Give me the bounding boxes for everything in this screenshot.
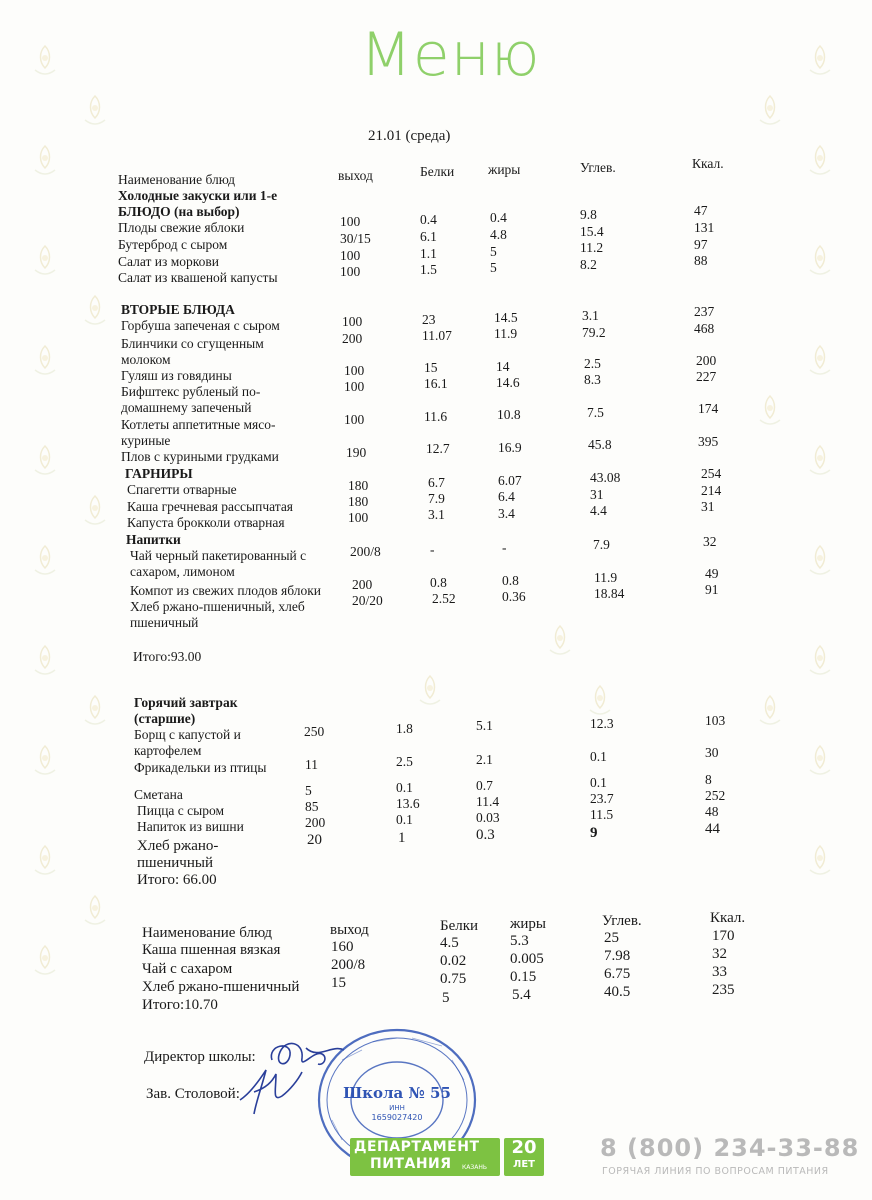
dish-name: Плов с куриными грудками <box>121 449 279 464</box>
dish-fat: 0.7 <box>476 778 493 793</box>
dish-fat: 0.03 <box>476 810 500 825</box>
header-protein-2: Белки <box>440 918 479 934</box>
page-title: Меню <box>360 20 541 90</box>
dish-carb: 3.1 <box>582 308 599 323</box>
section-breakfast-heading: Горячий завтрак <box>134 695 238 710</box>
total-fat: 5.4 <box>512 987 531 1003</box>
dish-name: Салат из квашеной капусты <box>118 270 278 285</box>
dish-out: 100 <box>340 248 361 263</box>
dish-protein: 7.9 <box>428 491 445 506</box>
dish-carb: 6.75 <box>604 966 631 982</box>
dish-fat: 0.36 <box>502 589 526 604</box>
stamp-inn: 1659027420 <box>371 1113 423 1122</box>
dish-fat: 11.4 <box>476 794 500 809</box>
stamp-inn-label: ИНН <box>389 1104 405 1112</box>
dish-carb: 7.98 <box>604 948 631 964</box>
dish-fat: 10.8 <box>497 407 521 422</box>
dish-name: Пицца с сыром <box>137 803 225 818</box>
dish-name: Каша гречневая рассыпчатая <box>127 499 294 514</box>
dish-kcal: 468 <box>694 321 715 336</box>
dish-protein: 13.6 <box>396 796 420 811</box>
dish-protein: 0.8 <box>430 575 447 590</box>
dish-carb: 43.08 <box>590 470 621 485</box>
dish-fat: 0.005 <box>510 951 544 967</box>
dish-protein: 0.4 <box>420 212 437 227</box>
dish-fat: 16.9 <box>498 440 522 455</box>
dish-kcal: 44 <box>705 821 720 837</box>
dish-name: Бифштекс рубленый по- <box>121 384 261 399</box>
header-fat-2: жиры <box>510 916 546 932</box>
dish-out: 30/15 <box>340 231 371 246</box>
dish-out: 11 <box>305 757 318 772</box>
header-kcal-2: Ккал. <box>710 910 746 926</box>
dish-kcal: 395 <box>698 434 719 449</box>
dish-protein: 11.07 <box>422 328 452 343</box>
dish-protein: 1.8 <box>396 721 413 736</box>
section-cold-heading-2: БЛЮДО (на выбор) <box>118 204 240 219</box>
header-kcal: Ккал. <box>692 156 724 171</box>
section-cold-heading: Холодные закуски или 1-е <box>118 188 278 203</box>
dish-kcal: 48 <box>705 804 719 819</box>
dish-kcal: 32 <box>703 534 717 549</box>
dish-name: Борщ с капустой и <box>134 727 241 742</box>
dish-kcal: 254 <box>701 466 722 481</box>
dish-out: 5 <box>305 783 312 798</box>
dish-name: Гуляш из говядины <box>121 368 232 383</box>
header-fat: жиры <box>488 162 521 177</box>
dish-kcal: 131 <box>694 220 715 235</box>
dish-out: 160 <box>331 939 354 955</box>
dish-out: 180 <box>348 494 369 509</box>
total-kcal: 235 <box>712 982 735 998</box>
dish-out: 200 <box>352 577 373 592</box>
dish-fat: 0.3 <box>476 827 495 843</box>
total-snack: Итого:10.70 <box>142 997 218 1013</box>
dish-fat: 0.8 <box>502 573 519 588</box>
dish-kcal: 88 <box>694 253 708 268</box>
dish-carb: 7.5 <box>587 405 604 420</box>
dish-out: 200 <box>305 815 326 830</box>
dish-protein: 15 <box>424 360 438 375</box>
dish-carb: 2.5 <box>584 356 601 371</box>
dish-kcal: 214 <box>701 483 722 498</box>
dish-kcal: 31 <box>701 499 715 514</box>
dish-protein: 1.5 <box>420 262 437 277</box>
dish-carb: 11.2 <box>580 240 604 255</box>
dish-out: 100 <box>340 264 361 279</box>
dish-kcal: 32 <box>712 946 727 962</box>
dish-carb: 25 <box>604 930 619 946</box>
section-drinks-heading: Напитки <box>126 532 181 547</box>
dish-protein: 4.5 <box>440 935 459 951</box>
header-name-2: Наименование блюд <box>142 925 273 941</box>
dish-name-cont: домашнему запеченый <box>121 400 252 415</box>
dish-carb: 45.8 <box>588 437 612 452</box>
dish-out: 180 <box>348 478 369 493</box>
dish-name-cont: молоком <box>121 352 171 367</box>
dish-carb: 7.9 <box>593 537 610 552</box>
dish-kcal: 170 <box>712 928 735 944</box>
section-main-heading: ВТОРЫЕ БЛЮДА <box>121 302 235 317</box>
dish-carb: 15.4 <box>580 224 604 239</box>
dish-fat: 5.3 <box>510 933 529 949</box>
dish-carb: 8.3 <box>584 372 601 387</box>
logo-city: КАЗАНЬ <box>462 1164 487 1171</box>
dish-fat: 0.15 <box>510 969 537 985</box>
dish-out: 20/20 <box>352 593 383 608</box>
dish-kcal: 174 <box>698 401 719 416</box>
dish-name: Напиток из вишни <box>137 819 244 834</box>
dish-kcal: 252 <box>705 788 726 803</box>
header-carb-2: Углев. <box>602 913 642 929</box>
dish-fat: 0.4 <box>490 210 507 225</box>
dish-fat: - <box>502 540 507 555</box>
canteen-label: Зав. Столовой: <box>146 1086 240 1102</box>
dish-protein: 0.1 <box>396 812 413 827</box>
dish-carb: 11.9 <box>594 570 618 585</box>
dish-protein: 1.1 <box>420 246 437 261</box>
logo-line-2: ПИТАНИЯ <box>370 1156 452 1172</box>
dish-name-cont: сахаром, лимоном <box>130 564 235 579</box>
menu-date: 21.01 (среда) <box>368 128 451 144</box>
dish-out: 100 <box>348 510 369 525</box>
dish-carb: 0.1 <box>590 749 607 764</box>
dish-protein: 11.6 <box>424 409 448 424</box>
department-logo <box>350 1138 545 1176</box>
dish-carb: 8.2 <box>580 257 597 272</box>
dish-kcal: 33 <box>712 964 727 980</box>
dish-kcal: 91 <box>705 582 719 597</box>
header-carb: Углев. <box>580 160 616 175</box>
total-lunch: Итого:93.00 <box>133 649 202 664</box>
dish-protein: 0.02 <box>440 953 467 969</box>
dish-name: Хлеб ржано- <box>137 838 219 854</box>
dish-out: 100 <box>342 314 363 329</box>
dish-out: 100 <box>344 379 365 394</box>
section-breakfast-heading-2: (старшие) <box>134 711 196 726</box>
dish-name: Хлеб ржано-пшеничный, хлеб <box>130 599 305 614</box>
dish-name: Блинчики со сгущенным <box>121 336 264 351</box>
dish-fat: 14.6 <box>496 375 520 390</box>
dish-protein: 3.1 <box>428 507 445 522</box>
dish-kcal: 237 <box>694 304 715 319</box>
dish-fat: 5.1 <box>476 718 493 733</box>
director-label: Директор школы: <box>144 1049 256 1065</box>
dish-name: Капуста брокколи отварная <box>127 515 285 530</box>
dish-carb: 11.5 <box>590 807 614 822</box>
logo-badge-num: 20 <box>511 1137 537 1158</box>
dish-name: Чай черный пакетированный с <box>130 548 307 563</box>
dish-name: Фрикадельки из птицы <box>134 760 267 775</box>
dish-name: Сметана <box>134 787 183 802</box>
dish-out: 85 <box>305 799 319 814</box>
dish-fat: 4.8 <box>490 227 507 242</box>
dish-fat: 3.4 <box>498 506 515 521</box>
dish-name: Чай с сахаром <box>142 961 233 977</box>
dish-protein: 2.52 <box>432 591 456 606</box>
header-protein: Белки <box>420 164 455 179</box>
dish-protein: 12.7 <box>426 441 450 456</box>
dish-fat: 5 <box>490 244 497 259</box>
dish-protein: 0.75 <box>440 971 467 987</box>
header-out: выход <box>338 168 373 183</box>
dish-out: 250 <box>304 724 325 739</box>
dish-out: 100 <box>344 363 365 378</box>
dish-protein: 1 <box>398 830 406 846</box>
dish-name-cont: куриные <box>121 433 171 448</box>
hotline-phone: 8 (800) 234-33-88 <box>600 1134 860 1162</box>
dish-carb: 23.7 <box>590 791 614 806</box>
dish-out: 200/8 <box>350 544 381 559</box>
dish-name: Хлеб ржано-пшеничный <box>142 979 300 995</box>
dish-name: Компот из свежих плодов яблоки <box>130 583 322 598</box>
dish-name: Салат из моркови <box>118 254 219 269</box>
dish-kcal: 30 <box>705 745 719 760</box>
dish-protein: 6.7 <box>428 475 445 490</box>
dish-kcal: 49 <box>705 566 719 581</box>
dish-protein: 2.5 <box>396 754 413 769</box>
dish-protein: 23 <box>422 312 436 327</box>
dish-name: Горбуша запеченая с сыром <box>121 318 280 333</box>
dish-out: 20 <box>307 832 322 848</box>
dish-kcal: 97 <box>694 237 708 252</box>
total-protein: 5 <box>442 990 450 1006</box>
canteen-signature <box>232 1062 312 1122</box>
dish-protein: - <box>430 542 435 557</box>
dish-carb: 79.2 <box>582 325 606 340</box>
header-name: Наименование блюд <box>118 172 236 187</box>
header-out-2: выход <box>330 922 369 938</box>
dish-name: Плоды свежие яблоки <box>118 220 245 235</box>
dish-fat: 2.1 <box>476 752 493 767</box>
dish-fat: 6.4 <box>498 489 515 504</box>
dish-out: 200 <box>342 331 363 346</box>
dish-kcal: 227 <box>696 369 717 384</box>
dish-protein: 0.1 <box>396 780 413 795</box>
dish-out: 100 <box>340 214 361 229</box>
dish-out: 190 <box>346 445 367 460</box>
dish-out: 200/8 <box>331 957 366 973</box>
dish-name-cont: картофелем <box>134 743 202 758</box>
section-garnish-heading: ГАРНИРЫ <box>125 466 193 481</box>
stamp-center-text: Школа № 55 <box>343 1084 451 1102</box>
dish-carb: 31 <box>590 487 604 502</box>
dish-kcal: 8 <box>705 772 712 787</box>
dish-protein: 6.1 <box>420 229 437 244</box>
dish-fat: 6.07 <box>498 473 522 488</box>
dish-carb: 18.84 <box>594 586 625 601</box>
dish-kcal: 47 <box>694 203 708 218</box>
dish-carb: 12.3 <box>590 716 614 731</box>
logo-badge-text: ЛЕТ <box>513 1159 535 1170</box>
dish-carb: 4.4 <box>590 503 607 518</box>
dish-carb: 9.8 <box>580 207 597 222</box>
dish-name: Котлеты аппетитные мясо- <box>121 417 276 432</box>
dish-fat: 14.5 <box>494 310 518 325</box>
dish-name: Каша пшенная вязкая <box>142 942 281 958</box>
dish-out: 15 <box>331 975 346 991</box>
dish-kcal: 200 <box>696 353 717 368</box>
dish-protein: 16.1 <box>424 376 448 391</box>
hotline-caption: ГОРЯЧАЯ ЛИНИЯ ПО ВОПРОСАМ ПИТАНИЯ <box>602 1166 829 1177</box>
dish-name: Спагетти отварные <box>127 482 237 497</box>
dish-name: Бутерброд с сыром <box>118 237 228 252</box>
dish-fat: 5 <box>490 260 497 275</box>
dish-carb: 0.1 <box>590 775 607 790</box>
dish-fat: 11.9 <box>494 326 518 341</box>
total-carb: 40.5 <box>604 984 631 1000</box>
dish-fat: 14 <box>496 359 510 374</box>
dish-out: 100 <box>344 412 365 427</box>
total-breakfast: Итого: 66.00 <box>137 872 217 888</box>
logo-line-1: ДЕПАРТАМЕНТ <box>354 1139 480 1155</box>
dish-name-cont: пшеничный <box>130 615 199 630</box>
dish-carb: 9 <box>590 825 598 841</box>
dish-kcal: 103 <box>705 713 726 728</box>
dish-name-cont: пшеничный <box>137 855 213 871</box>
